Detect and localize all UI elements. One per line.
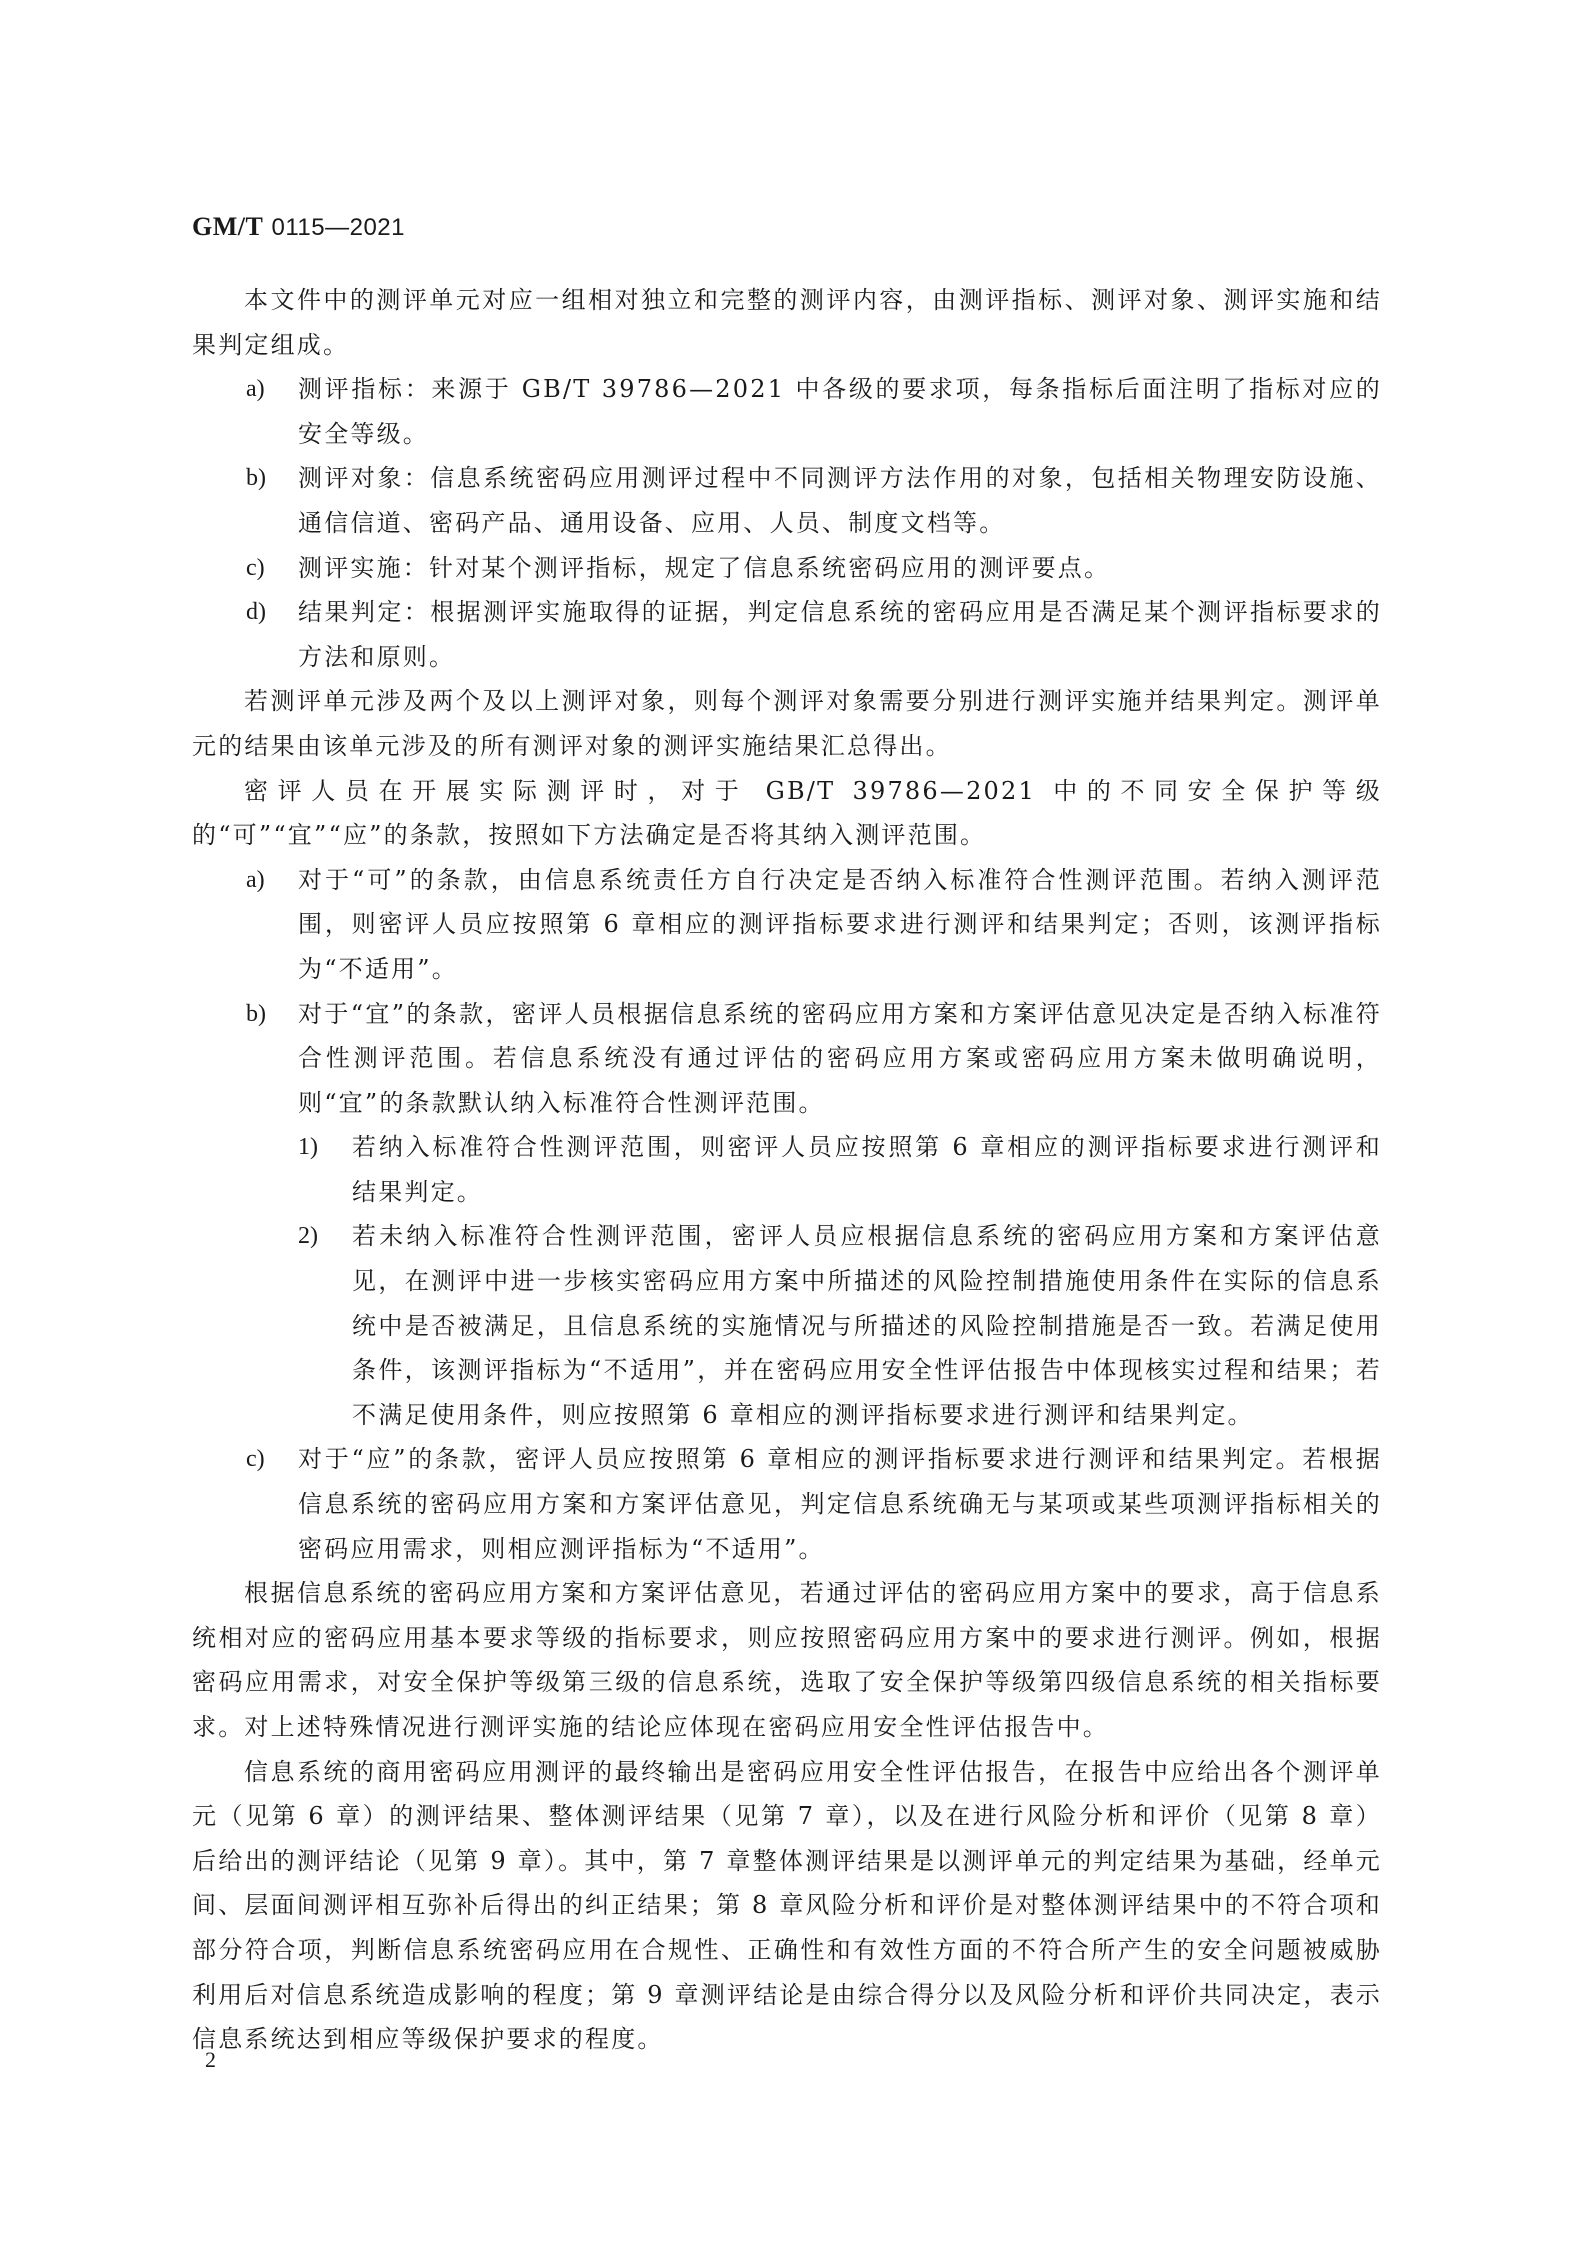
list-text: 对于“应”的条款，密评人员应按照第 6 章相应的测评指标要求进行测评和结果判定。若根据信息系统的密码应用方案和方案评估意见，判定信息系统确无与某项或某些项测评指标相关的密码应用需求，则相应测评指标为“不适用”。 xyxy=(298,1445,1382,1563)
list-label: d) xyxy=(246,599,266,626)
list-text: 测评指标：来源于 GB/T 39786—2021 中各级的要求项，每条指标后面注明了指标对应的安全等级。 xyxy=(298,375,1382,448)
list-label: c) xyxy=(246,1446,265,1473)
paragraph-multi-object: 若测评单元涉及两个及以上测评对象，则每个测评对象需要分别进行测评实施并结果判定。测评单元的结果由该单元涉及的所有测评对象的测评实施结果汇总得出。 xyxy=(192,687,1382,760)
paragraph-clause-scope: 密评人员在开展实际测评时，对于 GB/T 39786—2021 中的不同安全保护等级的“可”“宜”“应”的条款，按照如下方法确定是否将其纳入测评范围。 xyxy=(192,776,1382,850)
document-body xyxy=(192,278,1382,2062)
list-item xyxy=(192,992,1382,1126)
standard-number: 0115—2021 xyxy=(271,214,405,241)
list-text: 测评实施：针对某个测评指标，规定了信息系统密码应用的测评要点。 xyxy=(298,553,1111,582)
list-label: c) xyxy=(246,554,265,581)
sub-list-item xyxy=(192,1214,1382,1437)
list-item xyxy=(192,546,1382,591)
list-text: 结果判定：根据测评实施取得的证据，判定信息系统的密码应用是否满足某个测评指标要求的方法和原则。 xyxy=(298,598,1382,671)
sub-list-label: 1) xyxy=(298,1134,318,1161)
sub-list-item xyxy=(192,1125,1382,1214)
standard-prefix: GM/T xyxy=(192,212,264,241)
paragraph-final-output: 信息系统的商用密码应用测评的最终输出是密码应用安全性评估报告，在报告中应给出各个测评单元（见第 6 章）的测评结果、整体测评结果（见第 7 章），以及在进行风险分析和评价（见第 8 章）后给出的测评结论（见第 9 章）。其中，第 7 章整体测评结果是以测评单元的判定结果为基础，经单元间、层面间测评相互弥补后得出的纠正结果；第 8 章风险分析和评价是对整体测评结果中的不符合项和部分符合项，判断信息系统密码应用在合规性、正确性和有效性方面的不符合所产生的安全问题被威胁利用后对信息系统造成影响的程度；第 9 章测评结论是由综合得分以及风险分析和评价共同决定，表示信息系统达到相应等级保护要求的程度。 xyxy=(192,1757,1382,2054)
paragraph-intro: 本文件中的测评单元对应一组相对独立和完整的测评内容，由测评指标、测评对象、测评实施和结果判定组成。 xyxy=(192,286,1382,359)
sub-list-text: 若纳入标准符合性测评范围，则密评人员应按照第 6 章相应的测评指标要求进行测评和结果判定。 xyxy=(352,1133,1382,1206)
list-text: 对于“宜”的条款，密评人员根据信息系统的密码应用方案和方案评估意见决定是否纳入标准符合性测评范围。若信息系统没有通过评估的密码应用方案或密码应用方案未做明确说明，则“宜”的条款默认纳入标准符合性测评范围。 xyxy=(298,999,1382,1117)
page-number: 2 xyxy=(205,2047,216,2072)
list-item xyxy=(192,858,1382,992)
list-item xyxy=(192,1437,1382,1571)
list-item xyxy=(192,456,1382,545)
list-label: a) xyxy=(246,376,265,403)
list-label: b) xyxy=(246,465,266,492)
list-item xyxy=(192,590,1382,679)
list-item xyxy=(192,367,1382,456)
standard-header xyxy=(192,212,405,242)
sub-list-label: 2) xyxy=(298,1223,318,1250)
sub-list-text: 若未纳入标准符合性测评范围，密评人员应根据信息系统的密码应用方案和方案评估意见，在测评中进一步核实密码应用方案中所描述的风险控制措施使用条件在实际的信息系统中是否被满足，且信息系统的实施情况与所描述的风险控制措施是否一致。若满足使用条件，该测评指标为“不适用”，并在密码应用安全性评估报告中体现核实过程和结果；若不满足使用条件，则应按照第 6 章相应的测评指标要求进行测评和结果判定。 xyxy=(352,1222,1382,1429)
list-label: a) xyxy=(246,866,265,893)
list-label: b) xyxy=(246,1000,266,1027)
list-text: 对于“可”的条款，由信息系统责任方自行决定是否纳入标准符合性测评范围。若纳入测评范围，则密评人员应按照第 6 章相应的测评指标要求进行测评和结果判定；否则，该测评指标为“不适用”。 xyxy=(298,865,1382,983)
list-text: 测评对象：信息系统密码应用测评过程中不同测评方法作用的对象，包括相关物理安防设施、通信信道、密码产品、通用设备、应用、人员、制度文档等。 xyxy=(298,464,1382,537)
paragraph-higher-requirements: 根据信息系统的密码应用方案和方案评估意见，若通过评估的密码应用方案中的要求，高于信息系统相对应的密码应用基本要求等级的指标要求，则应按照密码应用方案中的要求进行测评。例如，根据密码应用需求，对安全保护等级第三级的信息系统，选取了安全保护等级第四级信息系统的相关指标要求。对上述特殊情况进行测评实施的结论应体现在密码应用安全性评估报告中。 xyxy=(192,1579,1382,1741)
